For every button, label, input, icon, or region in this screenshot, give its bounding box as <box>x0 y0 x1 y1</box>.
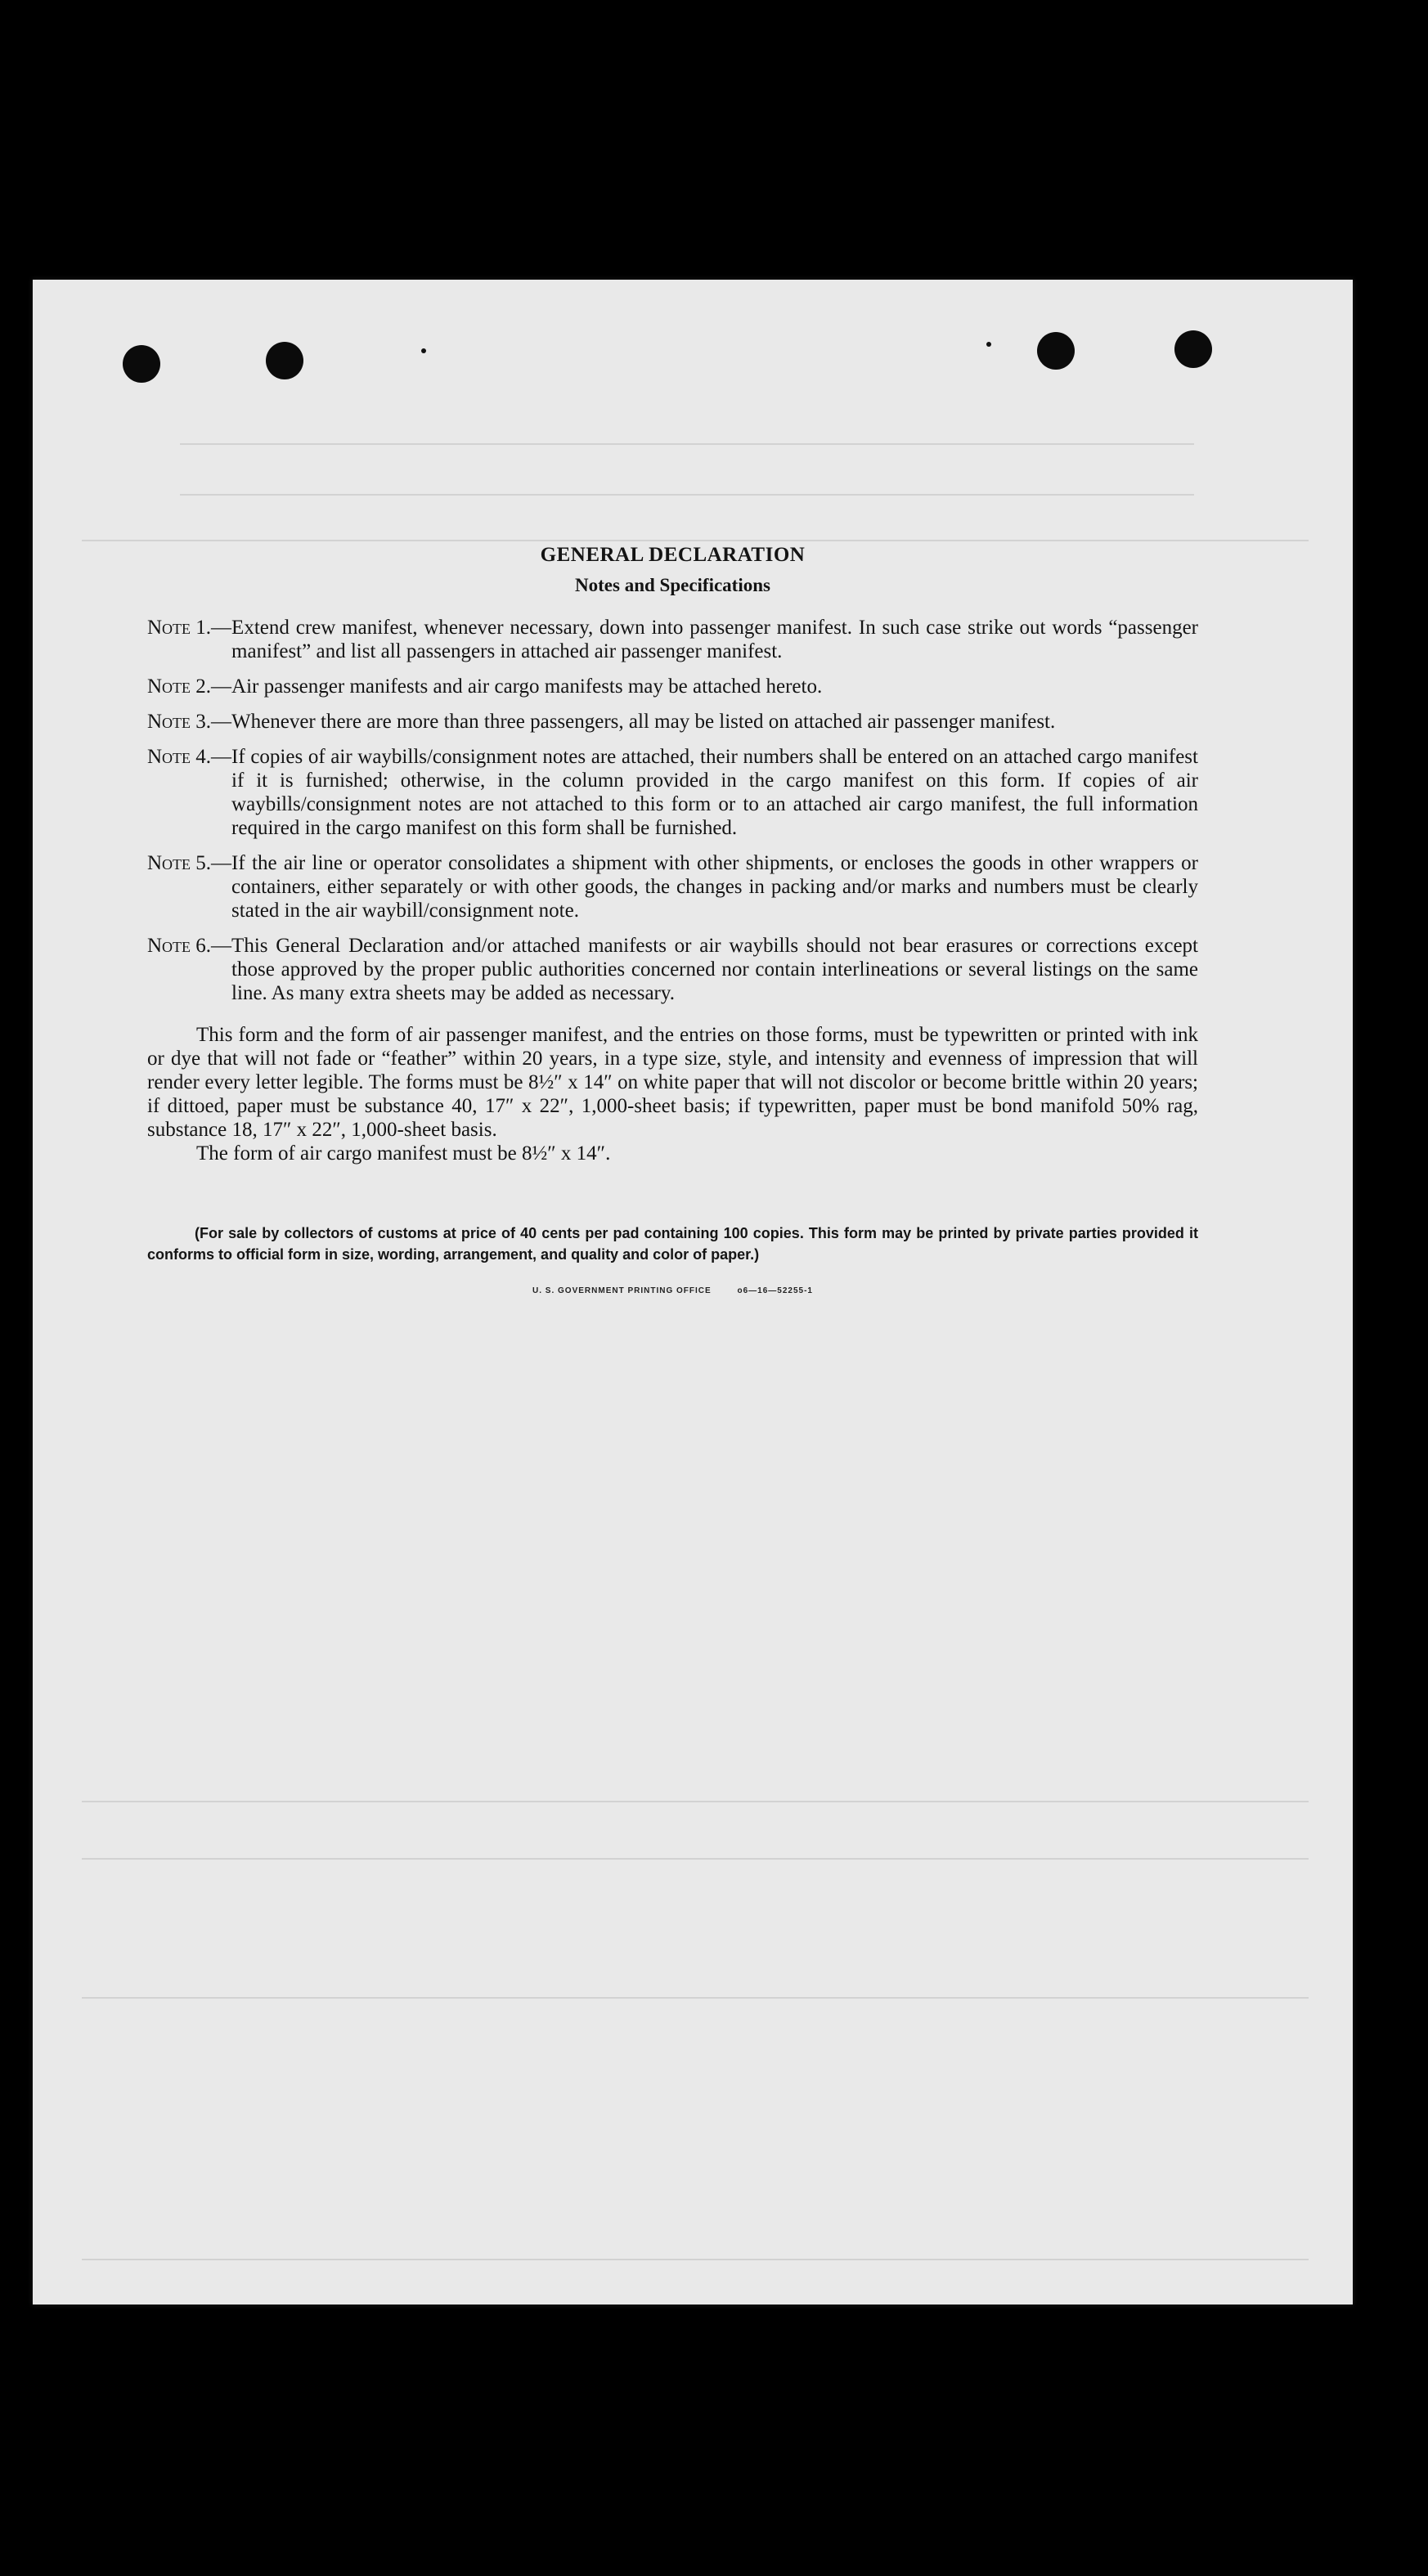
note-text: Extend crew manifest, whenever necessary, down into passenger manifest. In such case strike out words “passenger manifest” and list all passengers in attached air passenger manifest. <box>231 617 1198 662</box>
paper-speck <box>421 348 426 353</box>
cargo-size-text: The form of air cargo manifest must be 8½″ x 14″. <box>196 1142 611 1165</box>
note-dash: — <box>211 617 232 639</box>
punch-hole <box>266 342 303 379</box>
punch-hole <box>1037 332 1075 370</box>
note-label: Note 2. <box>147 675 212 698</box>
printer-code: o6—16—52255-1 <box>737 1286 813 1295</box>
note-dash: — <box>211 935 232 957</box>
declaration-notes <box>147 544 1198 1295</box>
printer-imprint <box>147 1286 1198 1295</box>
bleed-through-rule <box>180 494 1194 496</box>
page-title: GENERAL DECLARATION <box>540 544 806 566</box>
printer-office: U. S. GOVERNMENT PRINTING OFFICE <box>532 1286 712 1295</box>
bleed-through-rule <box>180 443 1194 445</box>
note-4 <box>147 745 1198 840</box>
note-label: Note 1. <box>147 617 212 639</box>
note-2 <box>147 675 1198 698</box>
note-dash: — <box>211 746 232 768</box>
bleed-through-rule <box>82 540 1309 541</box>
punch-hole <box>1174 330 1212 368</box>
note-1 <box>147 616 1198 663</box>
form-requirements-text: This form and the form of air passenger manifest, and the entries on those forms, must be typewritten or printed with ink or dye that will not fade or “feather” within 20 years, in a type size, style, and intensity and evenness of impression that will render every letter legible. The forms must be 8½″ x 14″ on white paper that will not discolor or become brittle within 20 years; if dittoed, paper must be substance 40, 17″ x 22″, 1,000-sheet basis; if typewritten, paper must be bond manifold 50% rag, substance 18, 17″ x 22″, 1,000-sheet basis. <box>147 1024 1198 1141</box>
note-text: If the air line or operator consolidates a shipment with other shipments, or encloses the goods in other wrappers or containers, either separately or with other goods, the changes in packing and/or marks and numbers must be clearly stated in the air waybill/consignment note. <box>231 852 1198 922</box>
note-dash: — <box>211 675 232 698</box>
note-dash: — <box>211 852 232 874</box>
page-subtitle: Notes and Specifications <box>575 575 770 595</box>
note-5 <box>147 851 1198 922</box>
bleed-through-rule <box>82 1997 1309 1999</box>
bleed-through-rule <box>82 2259 1309 2260</box>
sale-notice <box>147 1223 1198 1265</box>
note-dash: — <box>211 711 232 733</box>
punch-hole <box>123 345 160 383</box>
note-text: This General Declaration and/or attached manifests or air waybills should not bear erasures or corrections except those approved by the proper public authorities concerned nor contain interlineations or several listings on the same line. As many extra sheets may be added as necessary. <box>231 935 1198 1004</box>
note-3 <box>147 710 1198 734</box>
bleed-through-rule <box>82 1801 1309 1802</box>
note-6 <box>147 934 1198 1005</box>
note-text: If copies of air waybills/consignment notes are attached, their numbers shall be entered on an attached cargo manifest if it is furnished; otherwise, in the column provided in the cargo manifest on this form. If copies of air waybills/consignment notes are not attached to this form or to an attached air cargo manifest, the full information required in the cargo manifest on this form shall be furnished. <box>231 746 1198 839</box>
form-requirements <box>147 1023 1198 1165</box>
paper-speck <box>986 342 991 347</box>
note-label: Note 3. <box>147 711 212 733</box>
note-text: Air passenger manifests and air cargo manifests may be attached hereto. <box>231 675 823 698</box>
note-label: Note 5. <box>147 852 212 874</box>
bleed-through-rule <box>82 1858 1309 1860</box>
note-label: Note 4. <box>147 746 212 768</box>
note-label: Note 6. <box>147 935 212 957</box>
note-text: Whenever there are more than three passengers, all may be listed on attached air passenger manifest. <box>231 711 1056 733</box>
sale-notice-text: (For sale by collectors of customs at price of 40 cents per pad containing 100 copies. This form may be printed by private parties provided it conforms to official form in size, wording, arrangement, and quality and color of paper.) <box>147 1225 1198 1263</box>
